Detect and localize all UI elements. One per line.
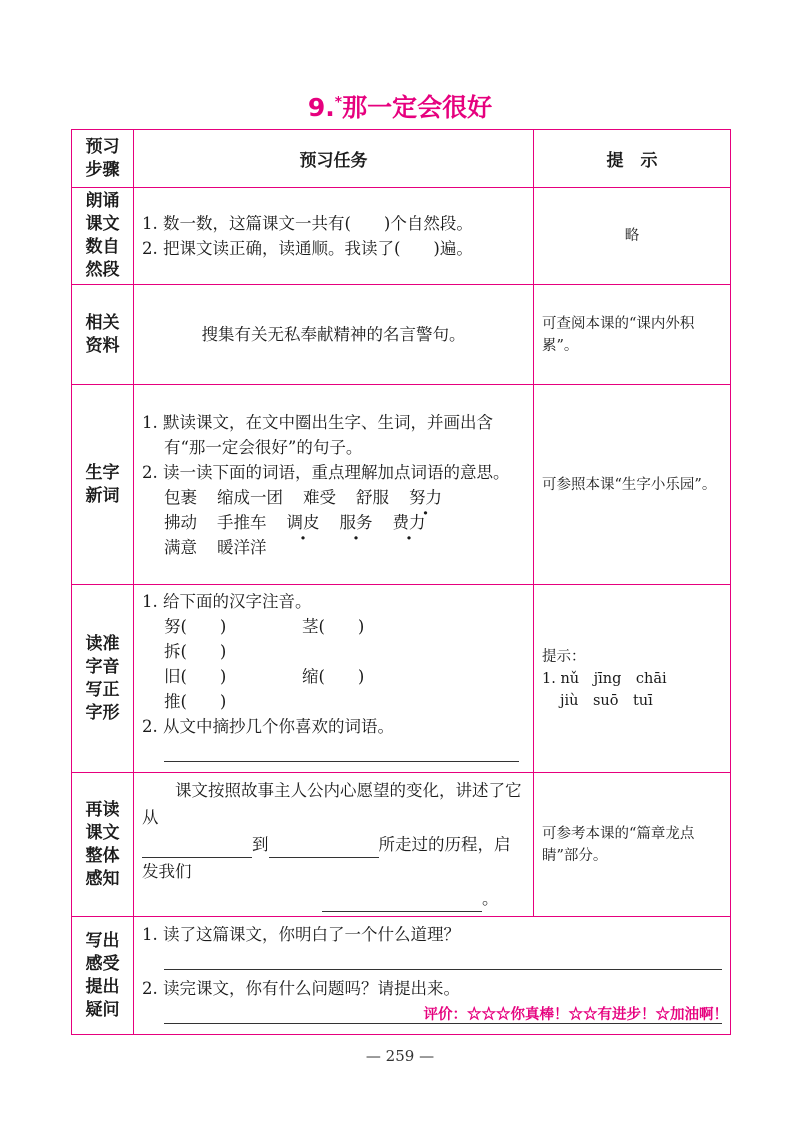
preview-table: [71, 129, 731, 1035]
word-list: 包裹 缩成一团 难受 舒服 努力 拂动 手推车 调皮 服务 费力 满意 暖洋洋: [164, 487, 442, 557]
step-label: 朗诵课文数自然段: [85, 191, 120, 280]
task-cell: 搜集有关无私奉献精神的名言警句。: [134, 285, 534, 385]
step-label: 生字新词: [85, 462, 120, 506]
hint-cell: 提示： 1. nǔ jīng chāi jiù suō tuī: [534, 585, 731, 773]
blank-from[interactable]: [142, 837, 252, 858]
row-new-words: [72, 385, 731, 585]
task-cell: 1. 默读课文，在文中圈出生字、生词，并画出含有“那一定会很好”的句子。 2. 读一读下面的词语，重点理解加点词语的意思。 包裹 缩成一团 难受 舒服 努力 拂动 手推车 调皮 服务 费力 满意 暖洋洋: [134, 385, 534, 585]
header-hint: 提 示: [534, 130, 731, 188]
task-cell: 1. 数一数，这篇课文一共有( )个自然段。 2. 把课文读正确，读通顺。我读了( )遍。: [134, 188, 534, 285]
answer-line[interactable]: [164, 743, 519, 762]
lesson-title: 9.*那一定会很好: [307, 93, 493, 122]
task-cell: 1. 给下面的汉字注音。 努( ) 茎( )拆( ) 旧( ) 缩( )推( ) 2. 从文中摘抄几个你喜欢的词语。: [134, 585, 534, 773]
row-overview: [72, 773, 731, 917]
step-label: 再读课文整体感知: [85, 799, 120, 889]
step-label: 读准字音写正字形: [85, 633, 120, 723]
task-cell: 课文按照故事主人公内心愿望的变化，讲述了它从 到 所走过的历程，启发我们 。: [134, 773, 534, 917]
row-pronunciation: [72, 585, 731, 773]
blank-lesson[interactable]: [322, 891, 482, 912]
hint-cell: 可参考本课的“篇章龙点睛”部分。: [534, 773, 731, 917]
blank-to[interactable]: [269, 837, 379, 858]
page-number: — 259 —: [365, 1047, 435, 1065]
answer-line-1[interactable]: [164, 951, 722, 970]
step-label: 相关资料: [85, 312, 120, 356]
hint-cell: 略: [534, 188, 731, 285]
hint-cell: 可查阅本课的“课内外积累”。: [534, 285, 731, 385]
row-read-aloud: [72, 188, 731, 285]
header-task: 预习任务: [134, 130, 534, 188]
step-label: 写出感受提出疑问: [85, 930, 120, 1020]
hint-cell: 可参照本课“生字小乐园”。: [534, 385, 731, 585]
header-step: 预习步骤: [72, 130, 134, 188]
header-row: [72, 130, 731, 188]
row-materials: [72, 285, 731, 385]
task-cell: 1. 读了这篇课文，你明白了一个什么道理？ 2. 读完课文，你有什么问题吗？请提出来。: [134, 917, 731, 1035]
evaluation-text: 评价：☆☆☆你真棒！☆☆有进步！☆加油啊！: [423, 1006, 728, 1023]
